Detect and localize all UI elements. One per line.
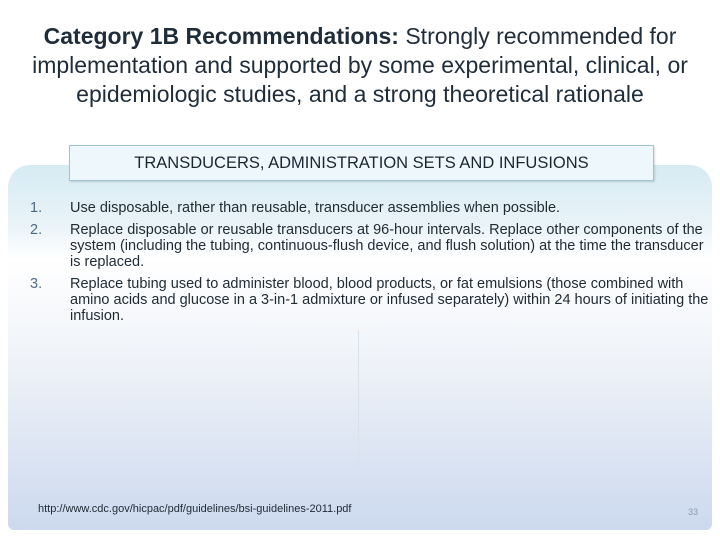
slide-title-bold: Category 1B Recommendations: — [43, 23, 399, 49]
panel-divider — [358, 330, 359, 480]
list-item-text: Use disposable, rather than reusable, transducer assemblies when possible. — [70, 200, 561, 216]
list-item-text: Replace disposable or reusable transducers at 96-hour intervals. Replace other components of the system (including the tubing, continuous-flush device, and flush solution) at the time the transducer is replaced. — [70, 222, 704, 270]
slide-title — [10, 22, 710, 109]
slide-title-rest: Strongly recommended for implementation and supported by some experimental, clinical, or epidemiologic studies, and a strong theoretical rationale — [32, 23, 688, 107]
list-item — [30, 276, 715, 324]
list-item-number: 1. — [30, 200, 43, 216]
list-item — [30, 200, 715, 216]
source-link[interactable]: http://www.cdc.gov/hicpac/pdf/guidelines/bsi-guidelines-2011.pdf — [38, 503, 352, 515]
page-number: 33 — [688, 507, 699, 517]
section-header: TRANSDUCERS, ADMINISTRATION SETS AND INFUSIONS — [69, 145, 654, 181]
list-item — [30, 222, 715, 270]
list-item-number: 2. — [30, 222, 43, 238]
list-item-number: 3. — [30, 276, 43, 292]
recommendation-list — [30, 200, 715, 330]
list-item-text: Replace tubing used to administer blood, blood products, or fat emulsions (those combined with amino acids and glucose in a 3-in-1 admixture or infused separately) within 24 hours of initiating the infusion. — [70, 276, 709, 324]
